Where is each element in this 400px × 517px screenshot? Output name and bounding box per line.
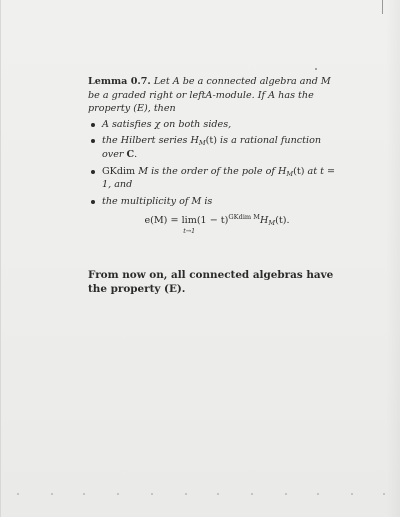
list-item (88, 195, 338, 209)
lemma-text: be a graded right or left (88, 89, 206, 101)
scan-dot (17, 493, 19, 495)
item-text: is a rational function over (102, 135, 322, 160)
lemma-text: Let (153, 76, 170, 87)
lemma-block (88, 75, 338, 235)
item-text: the Hilbert series (102, 135, 188, 147)
list-item (88, 165, 338, 192)
var-m: M (191, 195, 202, 207)
list-item: the Hilbert series $H_M(t)$ is a rational function over C. (88, 134, 338, 161)
item-text: is (204, 195, 213, 207)
hilbert-symbol: $H_M(t)$ (190, 135, 217, 148)
scan-speck (315, 68, 317, 70)
scan-dot (383, 493, 385, 495)
scan-dot (317, 493, 319, 495)
scan-dot (217, 493, 219, 495)
scan-dot (51, 493, 53, 495)
page-edge-shadow (386, 0, 400, 517)
hilbert-symbol: $H_M(t)$ (277, 165, 305, 178)
scan-dot (285, 493, 287, 495)
closing-statement: From now on, all connected algebras have the property (E). (88, 269, 334, 295)
bullet-icon (91, 200, 95, 204)
hilbert-symbol: $H_M(t)$. (260, 215, 290, 228)
scan-mark (382, 0, 383, 14)
lemma-statement (88, 75, 338, 116)
lemma-text: be a connected algebra and (182, 76, 318, 87)
var-a: A (102, 118, 109, 130)
condition-list (88, 118, 338, 209)
item-text: the multiplicity of (102, 195, 189, 207)
item-text: satisfies χ on both sides, (112, 118, 232, 130)
var-a: A (172, 76, 180, 87)
bullet-icon (91, 123, 95, 127)
formula-factor: (1 − t) (196, 215, 229, 227)
var-a: A (268, 89, 276, 101)
var-a: A (205, 89, 213, 101)
var-m: M (138, 165, 149, 177)
var-m: M (320, 76, 331, 87)
item-text: t = 1, and (102, 165, 336, 191)
item-text: at (307, 165, 318, 177)
item-text: is the order of the pole of (151, 165, 275, 177)
scan-dot (117, 493, 119, 495)
scan-dot (151, 493, 153, 495)
lemma-text: -module. If (212, 89, 266, 101)
limit-operator: lim t→1 (181, 215, 197, 235)
bullet-icon (91, 170, 95, 174)
lemma-heading: Lemma 0.7. (88, 76, 151, 87)
scan-dot (185, 493, 187, 495)
limit-subscript: t→1 (183, 226, 196, 235)
scan-dot-row (1, 493, 400, 499)
scan-dot (251, 493, 253, 495)
formula-lhs: e(M) = (144, 215, 179, 227)
gkdim-label: GKdim (102, 165, 136, 177)
scan-dot (351, 493, 353, 495)
list-item (88, 118, 338, 132)
bullet-icon (91, 139, 95, 143)
lemma-text: has the property (E), then (88, 89, 314, 115)
formula-exponent: GKdim M (228, 213, 261, 222)
scan-dot (83, 493, 85, 495)
multiplicity-formula (96, 214, 338, 235)
complex-field: C (126, 148, 135, 160)
